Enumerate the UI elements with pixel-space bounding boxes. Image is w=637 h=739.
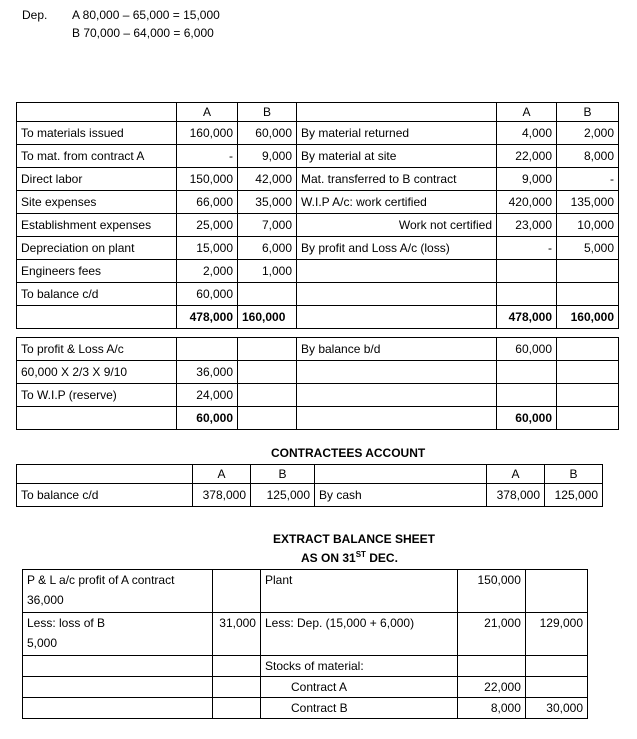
debit-a: 66,000: [177, 191, 238, 214]
total2-credit-a: 60,000: [497, 407, 557, 430]
credit-item: By cash: [315, 484, 487, 507]
debit-a: 25,000: [177, 214, 238, 237]
total2-debit-a: 60,000: [177, 407, 238, 430]
contractees-title: CONTRACTEES ACCOUNT: [271, 446, 426, 460]
net-profit-value: 31,000: [213, 613, 261, 656]
total-debit-b: 160,000: [238, 306, 297, 329]
debit-item: To mat. from contract A: [17, 145, 177, 168]
table-row: [17, 145, 619, 168]
debit-item: To balance c/d: [17, 283, 177, 306]
contract-account-table: [16, 102, 619, 430]
credit-a: [497, 283, 557, 306]
debit-a: 60,000: [177, 283, 238, 306]
credit-item: Mat. transferred to B contract: [297, 168, 497, 191]
total-row: [17, 407, 619, 430]
debit-item: To materials issued: [17, 122, 177, 145]
total-debit-a: 478,000: [177, 306, 238, 329]
contract-a-value: 22,000: [457, 677, 525, 698]
bs-row: [23, 613, 588, 656]
contract-b-label: Contract B: [260, 698, 457, 719]
debit-item: Establishment expenses: [17, 214, 177, 237]
stocks-label: Stocks of material:: [260, 656, 457, 677]
credit-a: 22,000: [497, 145, 557, 168]
stocks-total-value: 30,000: [525, 698, 587, 719]
credit-b: 135,000: [557, 191, 619, 214]
debit-a: 24,000: [177, 384, 238, 407]
credit-a: 9,000: [497, 168, 557, 191]
table-row: [17, 338, 619, 361]
debit-a: 15,000: [177, 237, 238, 260]
debit-a: 150,000: [177, 168, 238, 191]
debit-b: 7,000: [238, 214, 297, 237]
credit-item: By material at site: [297, 145, 497, 168]
credit-a: -: [497, 237, 557, 260]
debit-a: 2,000: [177, 260, 238, 283]
debit-item: 60,000 X 2/3 X 9/10: [17, 361, 177, 384]
col-b-header: B: [238, 103, 297, 122]
col-b-header-right: B: [557, 103, 619, 122]
debit-b: 6,000: [238, 237, 297, 260]
debit-b: 42,000: [238, 168, 297, 191]
credit-b: [557, 260, 619, 283]
col-a-header: A: [177, 103, 238, 122]
credit-a: 420,000: [497, 191, 557, 214]
col-b-header-right: B: [545, 465, 603, 484]
less-dep-label: Less: Dep. (15,000 + 6,000): [260, 613, 457, 656]
credit-item: [297, 361, 497, 384]
col-b-header: B: [251, 465, 315, 484]
table-row: [17, 484, 603, 507]
table-row: [17, 283, 619, 306]
debit-b: 35,000: [238, 191, 297, 214]
total-credit-b: 160,000: [557, 306, 619, 329]
table-row: [17, 168, 619, 191]
credit-b: -: [557, 168, 619, 191]
plant-value: 150,000: [457, 570, 525, 613]
col-a-header: A: [193, 465, 251, 484]
plant-label: Plant: [260, 570, 457, 613]
total-credit-a: 478,000: [497, 306, 557, 329]
debit-item: To profit & Loss A/c: [17, 338, 177, 361]
table-row: [17, 384, 619, 407]
col-a-header-right: A: [487, 465, 545, 484]
table-row: [17, 122, 619, 145]
bs-row: [23, 656, 588, 677]
dep-value: 21,000: [457, 613, 525, 656]
table-row: [17, 214, 619, 237]
credit-item: Work not certified: [297, 214, 497, 237]
credit-b: 8,000: [557, 145, 619, 168]
debit-item: To balance c/d: [17, 484, 193, 507]
contractees-table: [16, 464, 603, 507]
bs-row: [23, 698, 588, 719]
credit-b: 2,000: [557, 122, 619, 145]
credit-item: [297, 260, 497, 283]
dep-line-a: A 80,000 – 65,000 = 15,000: [72, 8, 220, 22]
credit-b: 10,000: [557, 214, 619, 237]
balance-sheet-title: EXTRACT BALANCE SHEET: [273, 532, 436, 546]
bs-row: [23, 570, 588, 613]
credit-b: [557, 283, 619, 306]
debit-b: 125,000: [251, 484, 315, 507]
debit-b: 60,000: [238, 122, 297, 145]
credit-a: [497, 384, 557, 407]
debit-b: 1,000: [238, 260, 297, 283]
debit-a: -: [177, 145, 238, 168]
header-row: [17, 465, 603, 484]
credit-item: By balance b/d: [297, 338, 497, 361]
debit-a: 378,000: [193, 484, 251, 507]
loss-cell: Less: loss of B 5,000: [23, 613, 213, 656]
bs-row: [23, 677, 588, 698]
table-row: [17, 260, 619, 283]
debit-item: Engineers fees: [17, 260, 177, 283]
credit-a: 23,000: [497, 214, 557, 237]
spacer-row: [17, 329, 619, 338]
credit-a: 378,000: [487, 484, 545, 507]
header-row: [17, 103, 619, 122]
credit-item: [297, 283, 497, 306]
debit-b: [238, 283, 297, 306]
credit-b: 5,000: [557, 237, 619, 260]
credit-item: W.I.P A/c: work certified: [297, 191, 497, 214]
plant-net-value: 129,000: [525, 613, 587, 656]
credit-a: [497, 361, 557, 384]
debit-item: Site expenses: [17, 191, 177, 214]
credit-item: By material returned: [297, 122, 497, 145]
table-row: [17, 191, 619, 214]
credit-b: 125,000: [545, 484, 603, 507]
debit-a: 160,000: [177, 122, 238, 145]
pl-cell: P & L a/c profit of A contract 36,000: [23, 570, 213, 613]
debit-item: To W.I.P (reserve): [17, 384, 177, 407]
table-row: [17, 361, 619, 384]
contract-a-label: Contract A: [260, 677, 457, 698]
total-row: [17, 306, 619, 329]
credit-item: By profit and Loss A/c (loss): [297, 237, 497, 260]
col-a-header-right: A: [497, 103, 557, 122]
balance-sheet-table: [22, 569, 588, 719]
credit-a: 60,000: [497, 338, 557, 361]
dep-label: Dep.: [22, 8, 48, 22]
table-row: [17, 237, 619, 260]
credit-a: 4,000: [497, 122, 557, 145]
debit-a: [177, 338, 238, 361]
contract-b-value: 8,000: [457, 698, 525, 719]
credit-item: [297, 384, 497, 407]
balance-sheet-subtitle: AS ON 31ST DEC.: [301, 550, 398, 565]
credit-a: [497, 260, 557, 283]
debit-a: 36,000: [177, 361, 238, 384]
dep-line-b: B 70,000 – 64,000 = 6,000: [72, 26, 214, 40]
debit-item: Direct labor: [17, 168, 177, 191]
debit-b: 9,000: [238, 145, 297, 168]
debit-item: Depreciation on plant: [17, 237, 177, 260]
